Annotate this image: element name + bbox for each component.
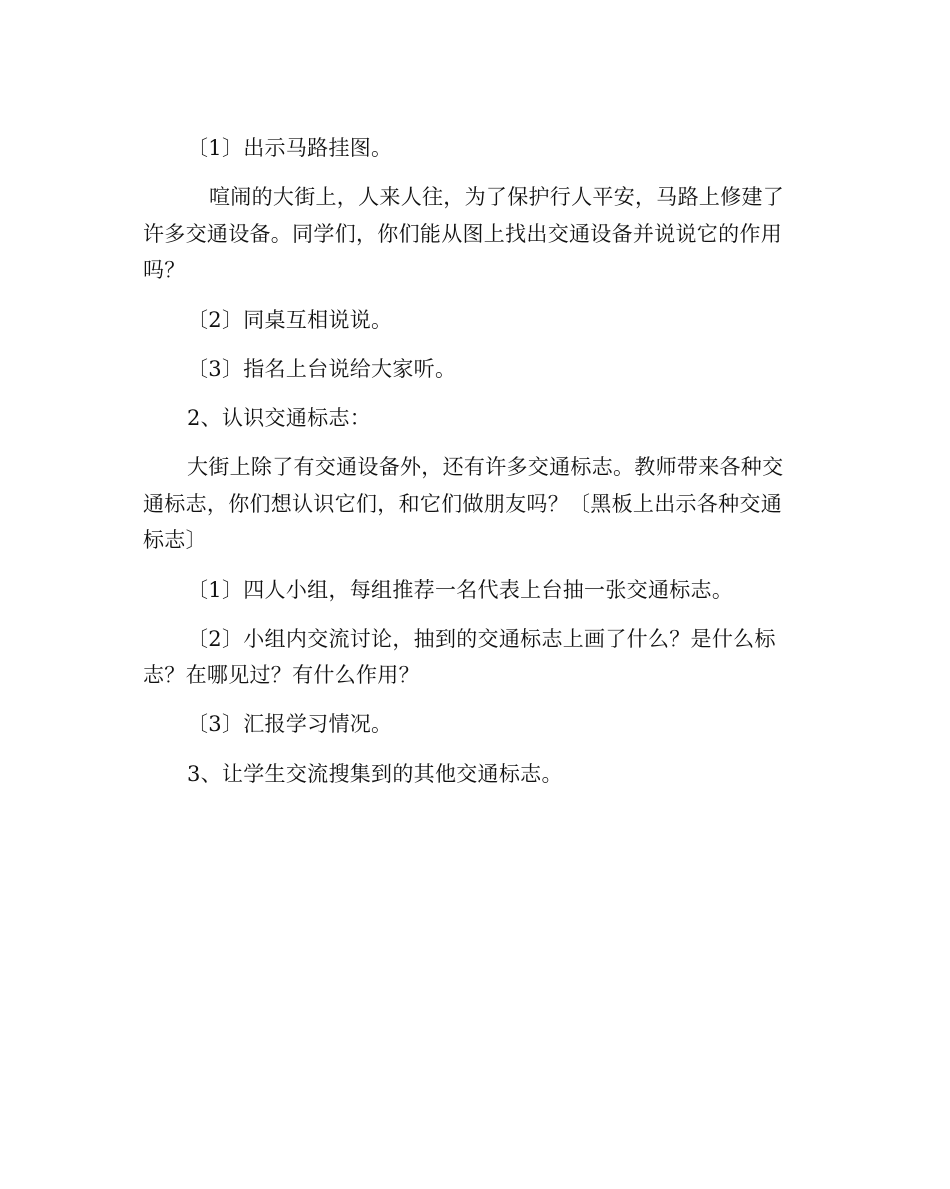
paragraph-desk-mates-discuss: 〔2〕同桌互相说说。 — [187, 307, 393, 332]
paragraph-report-learning: 〔3〕汇报学习情况。 — [187, 712, 393, 737]
paragraph-traffic-signs-intro: 大街上除了有交通设备外，还有许多交通标志。教师带来各种交通标志，你们想认识它们，和它们做朋友吗？〔黑板上出示各种交通标志〕 — [143, 455, 784, 553]
paragraph-group-draw-sign: 〔1〕四人小组，每组推荐一名代表上台抽一张交通标志。 — [187, 577, 734, 602]
paragraph-street-intro: 喧闹的大街上，人来人往，为了保护行人平安，马路上修建了许多交通设备。同学们，你们能从图上找出交通设备并说说它的作用吗？ — [143, 185, 785, 283]
paragraph-section-3-heading: 3、让学生交流搜集到的其他交通标志。 — [187, 761, 563, 786]
paragraph-group-discussion: 〔2〕小组内交流讨论，抽到的交通标志上画了什么？是什么标志？在哪见过？有什么作用？ — [143, 626, 776, 688]
paragraph-section-2-heading: 2、认识交通标志： — [187, 405, 372, 430]
paragraph-show-road-map: 〔1〕出示马路挂图。 — [187, 136, 393, 160]
document-body — [143, 130, 803, 805]
paragraph-present-on-stage: 〔3〕指名上台说给大家听。 — [187, 356, 457, 381]
